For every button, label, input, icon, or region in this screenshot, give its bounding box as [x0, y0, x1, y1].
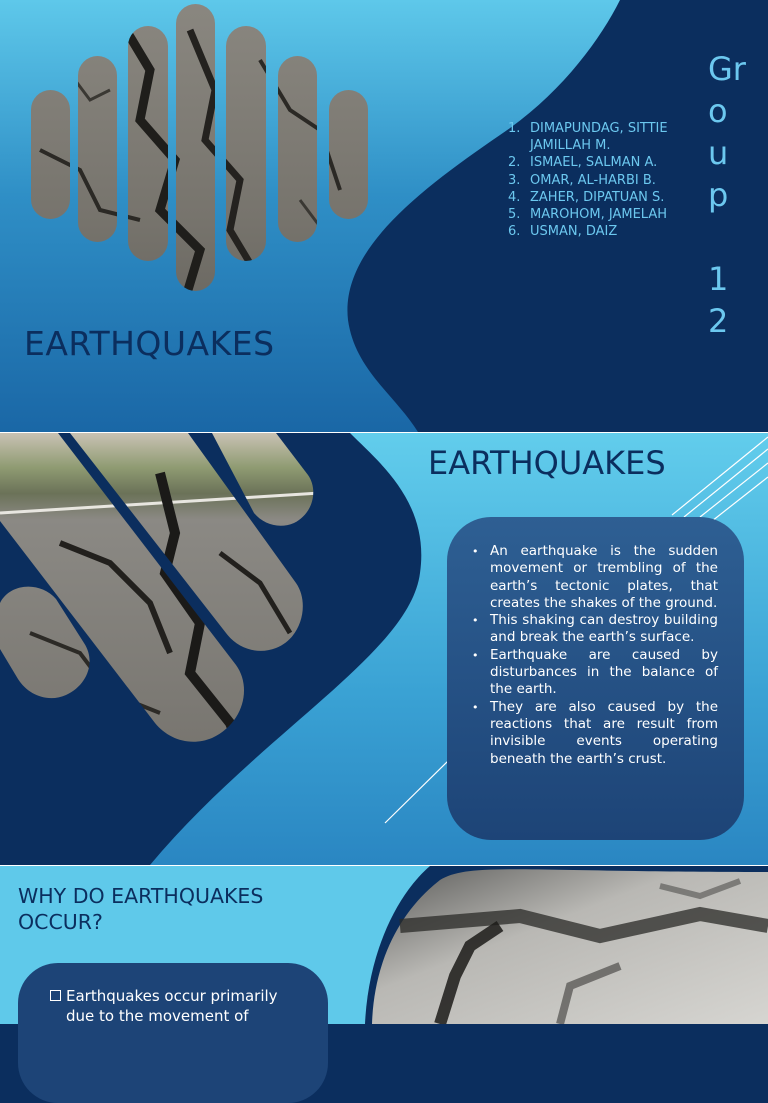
slide-3-title: WHY DO EARTHQUAKES OCCUR?: [18, 884, 264, 934]
bullet-item: • They are also caused by the reactions that are result from invisible events operating beneath the earth’s crust.: [490, 699, 718, 768]
image-bar-7: [329, 90, 368, 219]
image-bar-2: [78, 56, 117, 242]
bullet-item: • An earthquake is the sudden movement or trembling of the earth’s tectonic plates, that creates the shakes of the ground.: [490, 543, 718, 612]
member-item: 6. USMAN, DAIZ: [508, 224, 618, 240]
cracked-ground-photo: [372, 869, 768, 1024]
bullet-item: • Earthquake are caused by disturbances in the balance of the earth.: [490, 647, 718, 699]
definition-bullets: [471, 543, 718, 768]
slide-1-title: EARTHQUAKES: [24, 324, 275, 363]
definition-card: [447, 517, 744, 840]
group-label-vertical: Gr o u p 1 2: [708, 50, 746, 340]
checkbox-bullet-icon: [50, 990, 61, 1001]
explanation-card: Earthquakes occur primarily due to the movement of: [18, 963, 328, 1103]
cracked-ground-image: [31, 4, 368, 291]
bullet-item: • This shaking can destroy building and break the earth’s surface.: [490, 612, 718, 647]
image-bar-4: [176, 4, 215, 291]
member-item: 1. DIMAPUNDAG, SITTIE JAMILLAH M.: [508, 121, 668, 154]
image-bar-3: [128, 26, 168, 261]
slide-2-title: EARTHQUAKES: [428, 444, 666, 482]
member-item: 3. OMAR, AL-HARBI B.: [508, 172, 656, 188]
image-bar-6: [278, 56, 317, 242]
member-item: 2. ISMAEL, SALMAN A.: [508, 155, 658, 171]
slide-1: [0, 0, 768, 432]
member-item: 4. ZAHER, DIPATUAN S.: [508, 189, 665, 205]
group-members-list: [508, 120, 698, 240]
member-item: 5. MAROHOM, JAMELAH: [508, 207, 668, 223]
image-bar-5: [226, 26, 266, 261]
image-bar-1: [31, 90, 70, 219]
